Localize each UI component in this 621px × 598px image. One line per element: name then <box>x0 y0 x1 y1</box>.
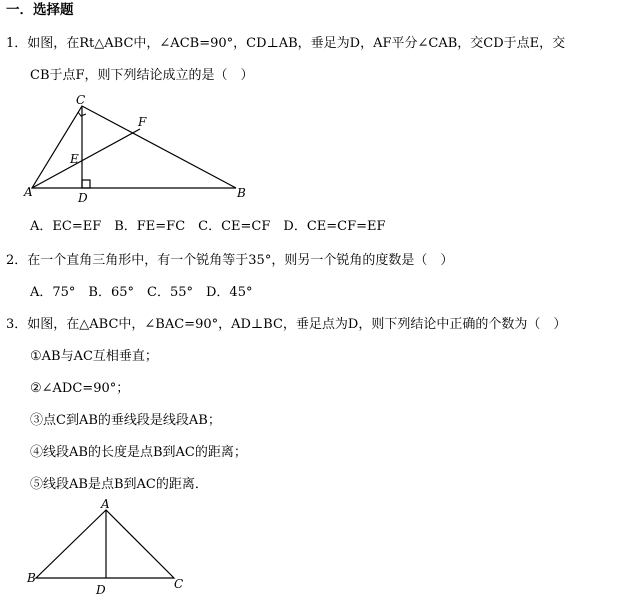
label-d: D <box>96 583 106 597</box>
right-angle-mark-d <box>82 180 90 188</box>
section-title: 一．选择题 <box>6 2 74 18</box>
question-3-item-4: ④线段AB的长度是点B到AC的距离； <box>30 445 247 460</box>
label-e: E <box>70 152 79 166</box>
segment-af <box>32 129 140 188</box>
label-c: C <box>174 577 184 591</box>
label-f: F <box>138 115 147 129</box>
question-3-item-5: ⑤线段AB是点B到AC的距离． <box>30 477 208 492</box>
label-b: B <box>27 571 36 585</box>
question-1-text-line-2: CB于点F，则下列结论成立的是（ ） <box>30 68 254 83</box>
label-a: A <box>24 185 33 199</box>
question-3-item-2: ②∠ADC=90°； <box>30 381 130 396</box>
question-2-text: 2．在一个直角三角形中，有一个锐角等于35°，则另一个锐角的度数是（ ） <box>6 253 454 268</box>
question-3-figure <box>24 498 194 598</box>
question-1-figure <box>20 93 260 206</box>
label-a: A <box>101 497 110 511</box>
triangle-abc <box>32 106 236 188</box>
label-b: B <box>237 186 246 200</box>
question-3-text: 3．如图，在△ABC中，∠BAC=90°，AD⊥BC，垂足点为D，则下列结论中正确的个数为（ ） <box>6 317 567 332</box>
question-1-options: A．EC=EF B．FE=FC C．CE=CF D．CE=CF=EF <box>30 219 386 234</box>
label-d: D <box>78 191 88 205</box>
question-2-options: A．75° B．65° C．55° D．45° <box>30 285 253 300</box>
question-3-item-1: ①AB与AC互相垂直； <box>30 349 158 364</box>
question-1-text-line-1: 1．如图，在Rt△ABC中，∠ACB=90°，CD⊥AB，垂足为D，AF平分∠CAB，交CD于点E，交 <box>6 36 566 51</box>
question-3-item-3: ③点C到AB的垂线段是线段AB； <box>30 413 221 428</box>
triangle-abc <box>36 510 174 578</box>
label-c: C <box>76 93 86 107</box>
